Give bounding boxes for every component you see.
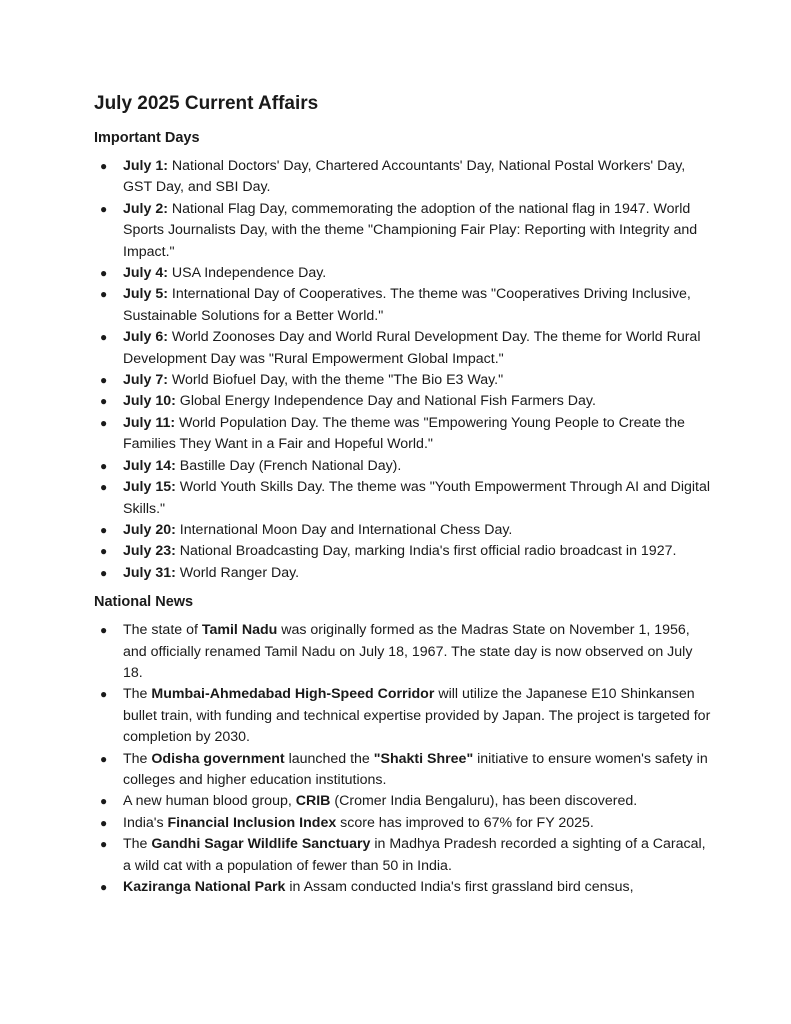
item-text: The <box>123 836 152 853</box>
bullet-icon: ● <box>100 201 108 216</box>
bullet-icon: ● <box>100 794 108 809</box>
item-text: World Ranger Day. <box>175 564 300 581</box>
list-item <box>94 834 714 877</box>
bold-text: "Shakti Shree" <box>373 750 474 767</box>
bold-text: July 4: <box>123 265 168 282</box>
list-item <box>94 284 714 327</box>
bullet-icon: ● <box>100 458 108 473</box>
bold-text: July 1: <box>123 158 168 174</box>
bullet-icon: ● <box>100 480 108 495</box>
list-item <box>94 263 714 284</box>
item-text: was originally formed as the Madras State on November 1, 1956, and officially renamed Tamil Nadu on July 18, 1967. The state day is now observed on July 18. <box>123 622 693 681</box>
bold-text: July 11: <box>123 414 176 431</box>
bold-text: July 6: <box>123 329 168 346</box>
item-text: World Zoonoses Day and World Rural Development Day. The theme for World Rural Development Day was "Rural Empowerment Global Impact." <box>123 329 701 367</box>
bullet-icon: ● <box>100 522 108 537</box>
bullet-icon: ● <box>100 751 108 766</box>
item-text: International Moon Day and International Chess Day. <box>175 521 513 538</box>
item-text: launched the <box>284 750 374 767</box>
list-item <box>94 877 714 898</box>
list-item <box>94 327 714 370</box>
bullet-icon: ● <box>100 815 108 830</box>
bullet-icon: ● <box>100 373 108 388</box>
bold-text: Odisha government <box>151 750 285 767</box>
item-text: The <box>123 686 152 703</box>
bold-text: July 7: <box>123 372 168 389</box>
list-item <box>94 791 714 812</box>
list-item <box>94 563 714 584</box>
section-heading: Important Days <box>94 130 200 146</box>
item-text: India's <box>123 814 168 831</box>
item-text: World Population Day. The theme was "Empowering Young People to Create the Families They Want in a Fair and Hopeful World." <box>123 414 685 453</box>
bold-text: Financial Inclusion Index <box>167 814 337 831</box>
list-item <box>94 370 714 391</box>
sections-container <box>94 128 714 898</box>
bullet-icon: ● <box>100 837 108 852</box>
list-item <box>94 456 714 477</box>
list-item <box>94 813 714 834</box>
item-text: World Biofuel Day, with the theme "The Bio E3 Way." <box>167 372 504 389</box>
item-text: Bastille Day (French National Day). <box>175 457 402 474</box>
bullet-list <box>94 620 714 898</box>
bold-text: CRIB <box>295 793 331 810</box>
bullet-icon: ● <box>100 266 108 281</box>
page-title: July 2025 Current Affairs <box>94 93 319 114</box>
list-item <box>94 156 714 199</box>
bullet-icon: ● <box>100 394 108 409</box>
bold-text: July 2: <box>123 200 168 217</box>
list-item <box>94 620 714 684</box>
item-text: will utilize the Japanese E10 Shinkansen bullet train, with funding and technical expertise provided by Japan. The project is targeted for completion by 2030. <box>123 686 711 746</box>
bullet-list <box>94 156 714 584</box>
bullet-icon: ● <box>100 880 108 894</box>
item-text: initiative to ensure women's safety in colleges and higher education institutions. <box>123 750 708 788</box>
list-item <box>94 199 714 263</box>
bullet-icon: ● <box>100 623 108 638</box>
item-text: International Day of Cooperatives. The theme was "Cooperatives Driving Inclusive, Sustainable Solutions for a Better World." <box>123 286 691 324</box>
item-text: in Assam conducted India's first grassland bird census, <box>285 879 634 895</box>
item-text: National Doctors' Day, Chartered Accountants' Day, National Postal Workers' Day, GST Day, and SBI Day. <box>123 158 686 196</box>
item-text: World Youth Skills Day. The theme was "Youth Empowerment Through AI and Digital Skills." <box>123 479 711 517</box>
item-text: (Cromer India Bengaluru), has been discovered. <box>330 793 638 810</box>
list-item <box>94 749 714 792</box>
bold-text: Tamil Nadu <box>201 622 278 639</box>
bullet-icon: ● <box>100 287 108 302</box>
item-text: The <box>123 750 152 767</box>
bold-text: July 14: <box>123 457 176 474</box>
item-text: National Broadcasting Day, marking India's first official radio broadcast in 1927. <box>175 543 677 560</box>
bold-text: July 20: <box>123 521 176 538</box>
item-text: USA Independence Day. <box>167 265 327 282</box>
bold-text: Gandhi Sagar Wildlife Sanctuary <box>151 836 371 853</box>
item-text: The state of <box>123 622 202 639</box>
bullet-icon: ● <box>100 415 108 430</box>
list-item <box>94 413 714 456</box>
item-text: National Flag Day, commemorating the adoption of the national flag in 1947. World Sports Journalists Day, with the theme "Championing Fair Play: Reporting with Integrity and Impact." <box>123 200 698 260</box>
bullet-icon: ● <box>100 544 108 559</box>
list-item <box>94 477 714 520</box>
bold-text: July 5: <box>123 286 168 303</box>
bold-text: July 10: <box>123 393 176 410</box>
item-text: score has improved to 67% for FY 2025. <box>336 814 594 831</box>
list-item <box>94 541 714 562</box>
bullet-icon: ● <box>100 159 108 173</box>
document-page <box>94 92 714 906</box>
bold-text: July 15: <box>123 479 176 496</box>
bullet-icon: ● <box>100 330 108 345</box>
bold-text: July 31: <box>123 564 176 581</box>
item-text: in Madhya Pradesh recorded a sighting of a Caracal, a wild cat with a population of fewer than 50 in India. <box>123 836 706 874</box>
bullet-icon: ● <box>100 687 108 702</box>
section-heading: National News <box>94 594 194 611</box>
list-item <box>94 684 714 748</box>
item-text: Global Energy Independence Day and National Fish Farmers Day. <box>175 393 596 410</box>
item-text: A new human blood group, <box>123 793 296 810</box>
bold-text: July 23: <box>123 543 176 560</box>
bullet-icon: ● <box>100 565 108 580</box>
list-item <box>94 520 714 541</box>
bold-text: Kaziranga National Park <box>123 879 286 895</box>
list-item <box>94 391 714 412</box>
bold-text: Mumbai-Ahmedabad High-Speed Corridor <box>151 686 435 703</box>
